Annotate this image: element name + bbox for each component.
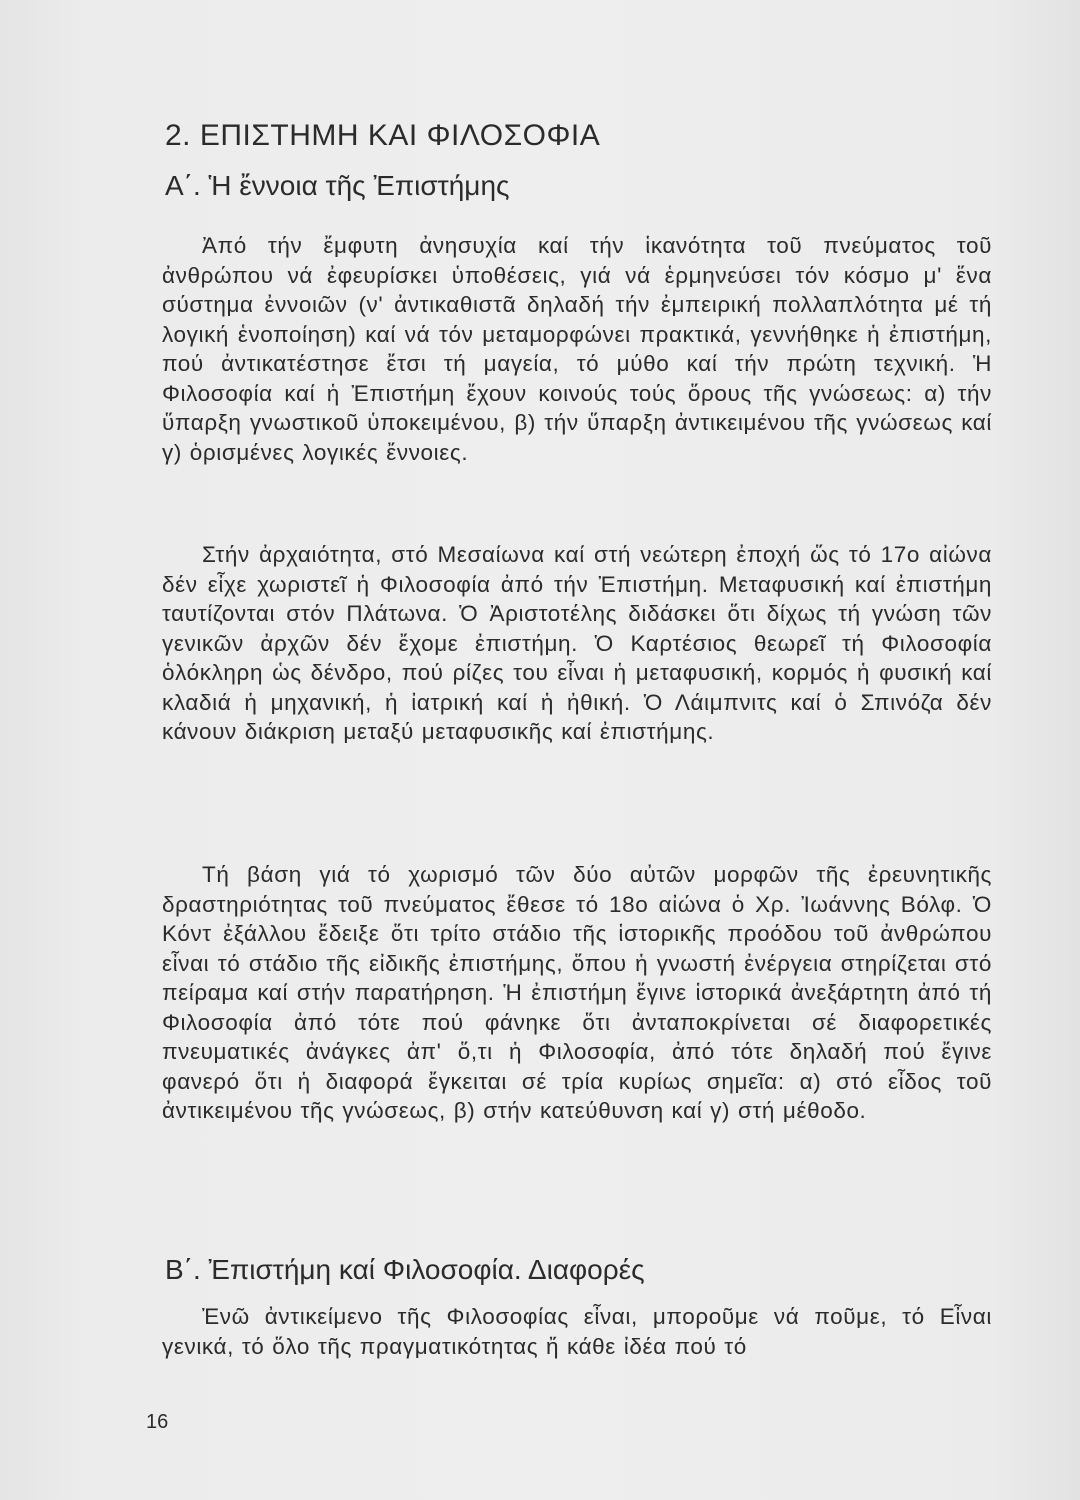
paragraph: Στήν ἀρχαιότητα, στό Μεσαίωνα καί στή νεώτερη ἐποχή ὥς τό 17ο αἰώνα δέν εἶχε χωριστεῖ ἡ Φιλοσοφία ἀπό τήν Ἐπιστήμη. Μεταφυσική καί ἐπιστήμη ταυτίζονται στόν Πλάτωνα. Ὁ Ἀριστοτέλης διδάσκει ὅτι δίχως τή γνώση τῶν γενικῶν ἀρχῶν δέν ἔχομε ἐπιστήμη. Ὁ Καρτέσιος θεωρεῖ τή Φιλοσοφία ὁλόκληρη ὡς δένδρο, πού ρίζες του εἶναι ἡ μεταφυσική, κορμός ἡ φυσική καί κλαδιά ἡ μηχανική, ἡ ἰατρική καί ἡ ἠθική. Ὁ Λάιμπνιτς καί ὁ Σπινόζα δέν κάνουν διάκριση μεταξύ μεταφυσικῆς καί ἐπιστήμης. xyxy=(162,542,992,744)
paragraph: Ἀπό τήν ἔμφυτη ἀνησυχία καί τήν ἱκανότητα τοῦ πνεύματος τοῦ ἀνθρώπου νά ἐφευρίσκει ὑποθέσεις, γιά νά ἑρμηνεύσει τόν κόσμο μ' ἕνα σύστημα ἐννοιῶν (ν' ἀντικαθιστᾶ δηλαδή τήν ἐμπειρική πολλαπλότητα μέ τή λογική ἑνοποίηση) καί νά τόν μεταμορφώνει πρακτικά, γεννήθηκε ἡ ἐπιστήμη, πού ἀντικατέστησε ἔτσι τή μαγεία, τό μύθο καί τήν πρώτη τεχνική. Ἡ Φιλοσοφία καί ἡ Ἐπιστήμη ἔχουν κοινούς τούς ὅρους τῆς γνώσεως: α) τήν ὕπαρξη γνωστικοῦ ὑποκειμένου, β) τήν ὕπαρξη ἀντικειμένου τῆς γνώσεως καί γ) ὁρισμένες λογικές ἔννοιες. xyxy=(162,233,992,465)
section-a-title: Α΄. Ἡ ἔννοια τῆς Ἐπιστήμης xyxy=(165,170,510,201)
paragraph: Ἐνῶ ἀντικείμενο τῆς Φιλοσοφίας εἶναι, μποροῦμε νά ποῦμε, τό Εἶναι γενικά, τό ὅλο τῆς πραγματικότητας ἤ κάθε ἰδέα πού τό xyxy=(162,1304,992,1359)
paragraph: Τή βάση γιά τό χωρισμό τῶν δύο αὐτῶν μορφῶν τῆς ἐρευνητικῆς δραστηριότητας τοῦ πνεύματος ἔθεσε τό 18ο αἰώνα ὁ Χρ. Ἰωάννης Βόλφ. Ὁ Κόντ ἐξάλλου ἔδειξε ὅτι τρίτο στάδιο τῆς ἱστορικῆς προόδου τοῦ ἀνθρώπου εἶναι τό στάδιο τῆς εἰδικῆς ἐπιστήμης, ὅπου ἡ γνωστή ἐνέργεια στηρίζεται στό πείραμα καί στήν παρατήρηση. Ἡ ἐπιστήμη ἔγινε ἱστορικά ἀνεξάρτητη ἀπό τή Φιλοσοφία ἀπό τότε πού φάνηκε ὅτι ἀνταποκρίνεται σέ διαφορετικές πνευματικές ἀνάγκες ἀπ' ὅ,τι ἡ Φιλοσοφία, ἀπό τότε δηλαδή πού ἔγινε φανερό ὅτι ἡ διαφορά ἔγκειται σέ τρία κυρίως σημεῖα: α) στό εἶδος τοῦ ἀντικειμένου τῆς γνώσεως, β) στήν κατεύθυνση καί γ) στή μέθοδο. xyxy=(162,862,992,1123)
section-b-title: Β΄. Ἐπιστήμη καί Φιλοσοφία. Διαφορές xyxy=(165,1254,645,1285)
page-number: 16 xyxy=(146,1411,169,1433)
chapter-title: 2. ΕΠΙΣΤΗΜΗ ΚΑΙ ΦΙΛΟΣΟΦΙΑ xyxy=(165,119,601,152)
